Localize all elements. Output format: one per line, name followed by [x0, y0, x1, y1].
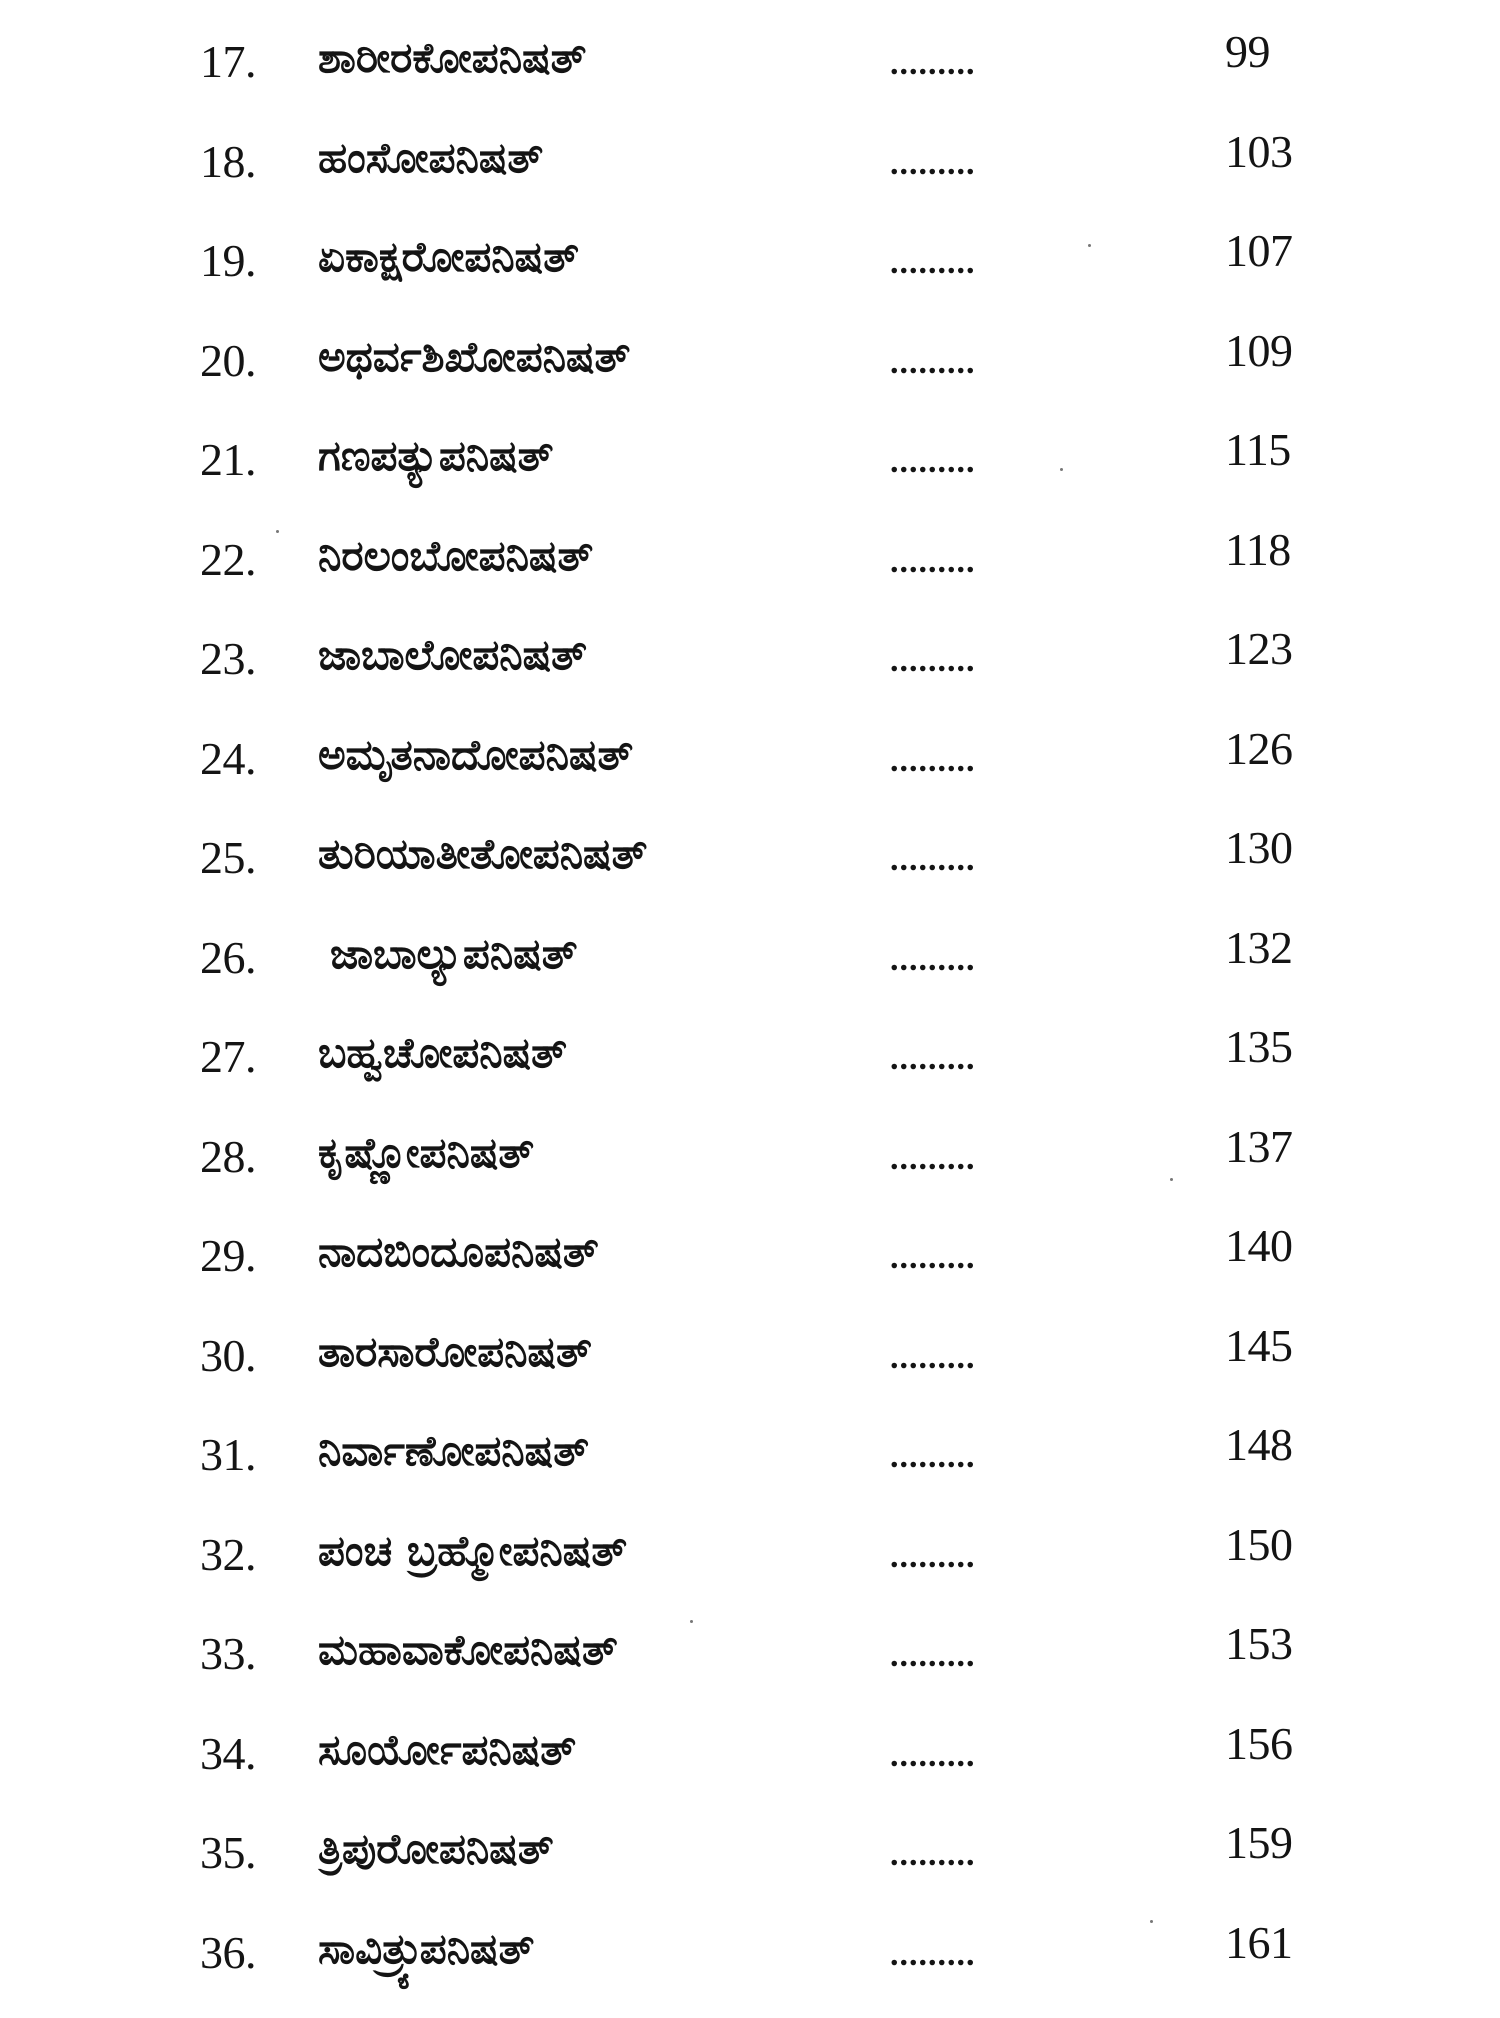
entry-page-number: 150 [1225, 1515, 1293, 1575]
toc-entry [0, 924, 1500, 1024]
dot-leader: ......... [890, 1626, 976, 1686]
entry-number: 29. [200, 1226, 256, 1286]
entry-number: 36. [200, 1923, 256, 1983]
dot-leader: ......... [890, 1129, 976, 1189]
print-speck [276, 530, 279, 533]
entry-title: ಅಥರ್ವಶಿಖೋಪನಿಷತ್ [318, 327, 630, 387]
dot-leader: ......... [890, 1726, 976, 1786]
entry-title: ಬಹ್ವಚೋಪನಿಷತ್ [318, 1023, 567, 1083]
entry-number: 25. [200, 828, 256, 888]
toc-list [0, 28, 1500, 2018]
entry-title: ಗಣಪತ್ಯುಪನಿಷತ್ [318, 426, 554, 486]
entry-title: ಜಾಬಾಲೋಪನಿಷತ್ [318, 625, 587, 685]
entry-title: ಸಾವಿತ್ರ್ಯುಪನಿಷತ್ [318, 1919, 534, 1979]
entry-title: ನಿರ್ವಾಣೋಪನಿಷತ್ [318, 1421, 589, 1481]
dot-leader: ......... [890, 333, 976, 393]
print-speck [1170, 1178, 1173, 1181]
entry-number: 32. [200, 1525, 256, 1585]
dot-leader: ......... [890, 1328, 976, 1388]
entry-page-number: 107 [1225, 221, 1293, 281]
entry-page-number: 153 [1225, 1614, 1293, 1674]
dot-leader: ......... [890, 1527, 976, 1587]
entry-page-number: 132 [1225, 918, 1293, 978]
entry-page-number: 145 [1225, 1316, 1293, 1376]
entry-title: ತುರಿಯಾತೀತೋಪನಿಷತ್ [318, 824, 648, 884]
entry-number: 31. [200, 1425, 256, 1485]
entry-title: ತ್ರಿಪುರೋಪನಿಷತ್ [318, 1819, 554, 1879]
toc-entry [0, 227, 1500, 327]
entry-title: ತಾರಸಾರೋಪನಿಷತ್ [318, 1322, 592, 1382]
entry-title: ನಿರಲಂಬೋಪನಿಷತ್ [318, 526, 593, 586]
dot-leader: ......... [890, 532, 976, 592]
entry-number: 17. [200, 32, 256, 92]
toc-entry [0, 128, 1500, 228]
entry-page-number: 123 [1225, 619, 1293, 679]
entry-page-number: 99 [1225, 22, 1270, 82]
entry-page-number: 137 [1225, 1117, 1293, 1177]
entry-title: ಪಂಚ ಬ್ರಹ್ಮೋಪನಿಷತ್ [318, 1521, 627, 1581]
entry-number: 27. [200, 1027, 256, 1087]
entry-number: 19. [200, 231, 256, 291]
entry-page-number: 118 [1225, 520, 1291, 580]
entry-number: 30. [200, 1326, 256, 1386]
entry-title: ಸೂರ್ಯೋಪನಿಷತ್ [318, 1720, 576, 1780]
entry-number: 33. [200, 1624, 256, 1684]
dot-leader: ......... [890, 930, 976, 990]
dot-leader: ......... [890, 1427, 976, 1487]
entry-title: ಅಮೃತನಾದೋಪನಿಷತ್ [318, 725, 633, 785]
dot-leader: ......... [890, 1925, 976, 1985]
entry-number: 35. [200, 1823, 256, 1883]
toc-entry [0, 1620, 1500, 1720]
entry-page-number: 159 [1225, 1813, 1293, 1873]
toc-entry [0, 1023, 1500, 1123]
entry-number: 18. [200, 132, 256, 192]
entry-number: 23. [200, 629, 256, 689]
entry-page-number: 148 [1225, 1415, 1293, 1475]
dot-leader: ......... [890, 631, 976, 691]
print-speck [1088, 244, 1091, 247]
entry-title: ಜಾಬಾಲ್ಯುಪನಿಷತ್ [330, 924, 578, 984]
toc-entry [0, 1322, 1500, 1422]
dot-leader: ......... [890, 432, 976, 492]
entry-number: 24. [200, 729, 256, 789]
dot-leader: ......... [890, 233, 976, 293]
dot-leader: ......... [890, 1029, 976, 1089]
toc-entry [0, 1919, 1500, 2018]
toc-entry [0, 426, 1500, 526]
toc-entry [0, 824, 1500, 924]
entry-number: 26. [200, 928, 256, 988]
entry-page-number: 126 [1225, 719, 1293, 779]
toc-entry [0, 1521, 1500, 1621]
entry-page-number: 135 [1225, 1017, 1293, 1077]
entry-page-number: 156 [1225, 1714, 1293, 1774]
entry-page-number: 115 [1225, 420, 1291, 480]
dot-leader: ......... [890, 731, 976, 791]
entry-number: 22. [200, 530, 256, 590]
entry-number: 21. [200, 430, 256, 490]
entry-title: ಮಹಾವಾಕೋಪನಿಷತ್ [318, 1620, 618, 1680]
entry-page-number: 140 [1225, 1216, 1293, 1276]
entry-title: ಕೃಷ್ಣೋಪನಿಷತ್ [318, 1123, 534, 1183]
toc-entry [0, 327, 1500, 427]
entry-page-number: 103 [1225, 122, 1293, 182]
print-speck [690, 1620, 693, 1623]
entry-number: 20. [200, 331, 256, 391]
toc-entry [0, 1819, 1500, 1919]
toc-entry [0, 725, 1500, 825]
entry-page-number: 109 [1225, 321, 1293, 381]
entry-number: 34. [200, 1724, 256, 1784]
entry-page-number: 130 [1225, 818, 1293, 878]
entry-title: ಶಾರೀರಕೋಪನಿಷತ್ [318, 28, 587, 88]
dot-leader: ......... [890, 34, 976, 94]
dot-leader: ......... [890, 830, 976, 890]
entry-number: 28. [200, 1127, 256, 1187]
toc-entry [0, 1421, 1500, 1521]
dot-leader: ......... [890, 134, 976, 194]
dot-leader: ......... [890, 1825, 976, 1885]
toc-entry [0, 28, 1500, 128]
entry-title: ಏಕಾಕ್ಷರೋಪನಿಷತ್ [318, 227, 579, 287]
dot-leader: ......... [890, 1228, 976, 1288]
toc-entry [0, 1222, 1500, 1322]
entry-title: ಹಂಸೋಪನಿಷತ್ [318, 128, 543, 188]
toc-entry [0, 526, 1500, 626]
toc-entry [0, 625, 1500, 725]
print-speck [1060, 468, 1063, 471]
entry-title: ನಾದಬಿಂದೂಪನಿಷತ್ [318, 1222, 599, 1282]
toc-entry [0, 1720, 1500, 1820]
entry-page-number: 161 [1225, 1913, 1293, 1973]
toc-entry [0, 1123, 1500, 1223]
print-speck [1150, 1920, 1153, 1923]
